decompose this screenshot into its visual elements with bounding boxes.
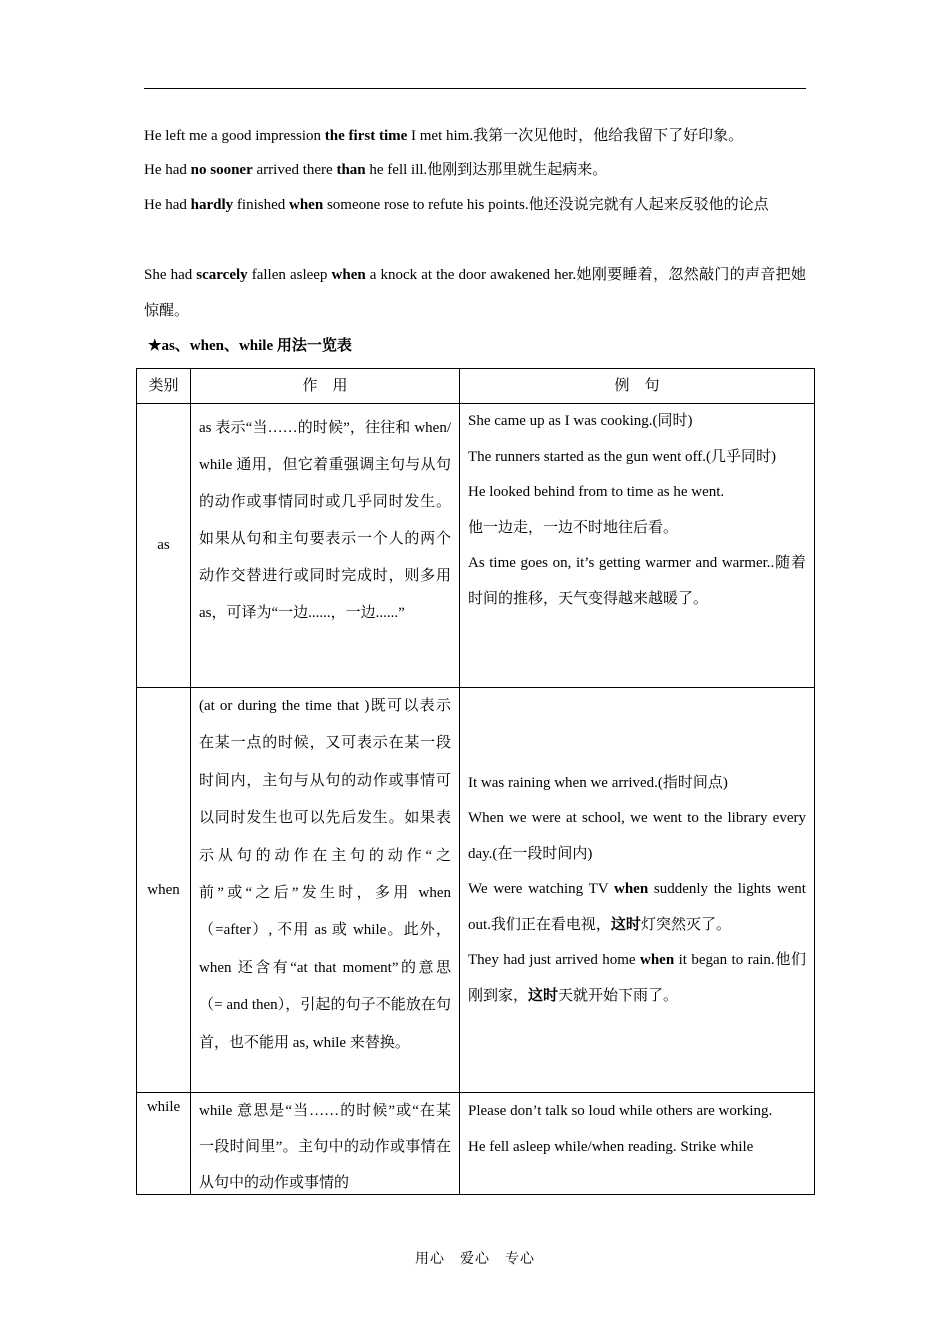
text-run: He had — [144, 197, 191, 213]
bold-text: no sooner — [190, 162, 253, 178]
example-sentence — [468, 511, 806, 547]
text-run: It was raining when we arrived.(指时间点) — [468, 774, 728, 791]
text-run: 灯突然灭了。 — [640, 916, 731, 933]
header-rule — [144, 88, 806, 89]
text-run: When we were at school, we went to the library every day.(在一段时间内) — [468, 810, 806, 862]
text-run: fallen asleep — [247, 267, 332, 283]
table-row-when — [137, 688, 815, 1093]
example-sentence — [468, 475, 806, 511]
text-run: As time goes on, it’s getting warmer and warmer..随着时间的推移，天气变得越来越暖了。 — [468, 555, 806, 607]
example-sentence — [468, 440, 806, 476]
examples-cell — [460, 688, 815, 1093]
example-sentence — [468, 546, 806, 617]
text-run: He had — [144, 162, 191, 178]
bold-text: the first time — [324, 128, 408, 144]
usage-text: while 意思是“当……的时候”或“在某一段时间里”。主句中的动作或事情在从句中的动作或事情的 — [199, 1103, 451, 1191]
example-sentence — [468, 943, 806, 1014]
page-footer: 用心 爱心 专心 — [415, 1252, 535, 1267]
example-sentence — [468, 872, 806, 943]
example-sentence — [468, 1129, 806, 1165]
example-sentence — [468, 404, 806, 440]
examples-clip — [468, 1093, 806, 1194]
category-cell: as — [137, 404, 191, 688]
paragraph-3 — [144, 187, 806, 223]
table-row-while — [137, 1093, 815, 1195]
example-sentence — [468, 766, 806, 802]
usage-table — [136, 368, 815, 1195]
text-run: She came up as I was cooking.(同时) — [468, 413, 693, 429]
paragraph-2 — [144, 152, 806, 188]
example-sentence — [468, 1093, 806, 1129]
bold-text: hardly — [190, 197, 234, 213]
text-run: it began to rain.他们刚到家， — [468, 952, 806, 1004]
paragraph-1 — [144, 118, 806, 154]
text-run: 天就开始下雨了。 — [558, 987, 679, 1004]
text-run: He looked behind from to time as he went. — [468, 484, 725, 500]
text-run: someone rose to refute his points.他还没说完就有人起来反驳他的论点 — [323, 197, 769, 213]
category-cell: when — [137, 688, 191, 1093]
bold-text: 这时 — [528, 987, 559, 1004]
table-heading: ★as、when、while 用法一览表 — [148, 338, 352, 354]
text-run: They had just arrived home — [468, 952, 640, 969]
bold-text: 这时 — [610, 916, 641, 933]
header-usage: 作 用 — [191, 369, 460, 404]
category-cell: while — [137, 1093, 191, 1195]
text-run: finished — [233, 197, 289, 213]
usage-cell: as 表示“当……的时候”，往往和 when/ while 通用，但它着重强调主句与从句的动作或事情同时或几乎同时发生。如果从句和主句要表示一个人的两个动作交替进行或同时完成时，则多用 as，可译为“一边......，一边......” — [191, 404, 460, 688]
bold-text: when — [289, 197, 324, 213]
bold-text: when — [639, 952, 675, 969]
text-run: Please don’t talk so loud while others are working. — [468, 1103, 773, 1119]
bold-text: scarcely — [196, 267, 248, 283]
bold-text: than — [336, 162, 366, 178]
examples-cell — [460, 404, 815, 688]
text-run: 他一边走，一边不时地往后看。 — [468, 519, 679, 536]
usage-cell — [191, 1093, 460, 1195]
text-run: suddenly the lights went out.我们正在看电视， — [468, 881, 806, 933]
bold-text: when — [614, 881, 649, 898]
text-run: I met him.我第一次见他时，他给我留下了好印象。 — [407, 128, 744, 144]
text-run: a knock at the door awakened her.她刚要睡着，忽然敲门的声音把她惊醒。 — [144, 267, 806, 319]
example-sentence — [468, 801, 806, 872]
text-run: He fell asleep while/when reading. Strike while — [468, 1139, 754, 1155]
text-run: She had — [144, 267, 197, 283]
text-run: We were watching TV — [468, 881, 614, 898]
examples-cell — [460, 1093, 815, 1195]
text-run: he fell ill.他刚到达那里就生起病来。 — [365, 162, 608, 178]
table-row-as — [137, 404, 815, 688]
text-run: The runners started as the gun went off.(几乎同时) — [468, 448, 776, 465]
text-run: He left me a good impression — [144, 128, 325, 144]
paragraph-4 — [144, 257, 806, 329]
header-category: 类别 — [137, 369, 191, 404]
text-run: arrived there — [252, 162, 337, 178]
bold-text: when — [331, 267, 366, 283]
header-examples: 例 句 — [460, 369, 815, 404]
table-header-row — [137, 369, 815, 404]
usage-cell: (at or during the time that )既可以表示在某一点的时候，又可表示在某一段时间内，主句与从句的动作或事情可以同时发生也可以先后发生。如果表示从句的动作在主句的动作“之前”或“之后”发生时，多用 when（=after）, 不用 as 或 while。此外，when 还含有“at that moment”的意思（= and then），引起的句子不能放在句首，也不能用 as, while 来替换。 — [191, 688, 460, 1093]
